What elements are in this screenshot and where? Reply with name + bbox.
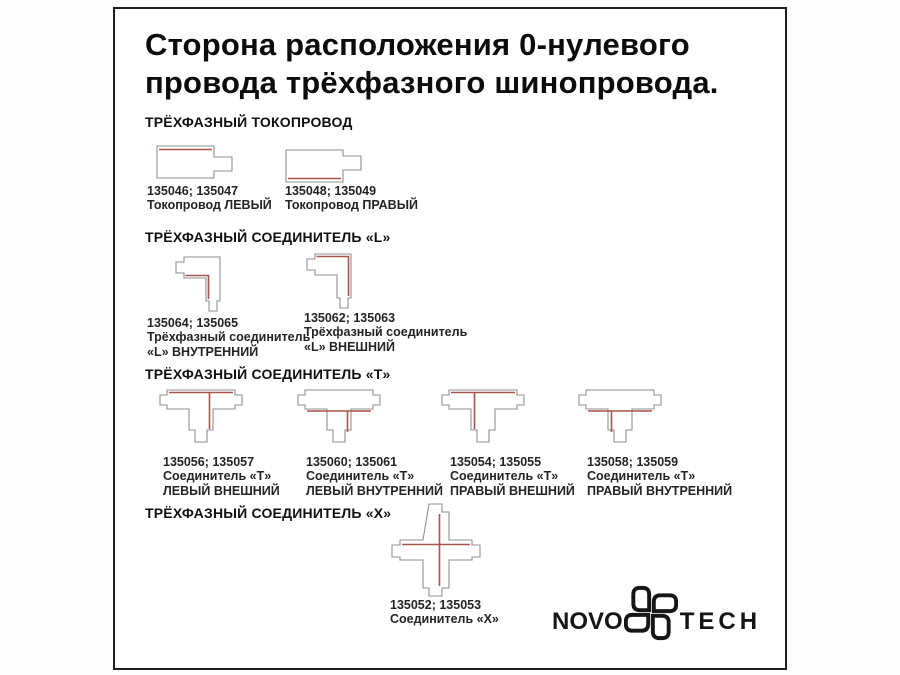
section-header-x-connector: ТРЁХФАЗНЫЙ СОЕДИНИТЕЛЬ «Х»	[145, 505, 392, 521]
product-name: Соединитель «Т»	[587, 469, 696, 484]
connector-outline	[157, 146, 232, 178]
item-label	[390, 598, 499, 627]
diagram-t-left-outer	[159, 388, 243, 444]
product-name: ЛЕВЫЙ ВНЕШНИЙ	[163, 483, 280, 498]
page-title-line1: Сторона расположения 0-нулевого	[145, 27, 690, 62]
neutral-wire-line	[186, 276, 209, 300]
product-codes: 135054; 135055	[450, 455, 542, 469]
connector-outline	[392, 504, 480, 596]
product-name: Соединитель «Х»	[390, 612, 499, 627]
product-name: Соединитель «Т»	[163, 469, 272, 484]
connector-outline	[286, 150, 361, 182]
product-name: ПРАВЫЙ ВНУТРЕННИЙ	[587, 483, 733, 498]
product-name: Токопровод ЛЕВЫЙ	[147, 198, 272, 213]
product-codes: 135062; 135063	[304, 311, 396, 325]
product-codes: 135048; 135049	[285, 184, 377, 198]
connector-outline	[298, 390, 380, 442]
logo-text-tech: TECH	[679, 608, 762, 635]
item-label	[587, 455, 732, 498]
page-title-line2: провода трёхфазного шинопровода.	[145, 65, 719, 100]
product-name: Трёхфазный соединитель	[304, 325, 468, 340]
diagram-tokoprovod-left	[155, 142, 235, 182]
diagram-t-right-outer	[441, 388, 525, 444]
item-label	[147, 184, 272, 213]
product-name: ПРАВЫЙ ВНЕШНИЙ	[450, 483, 575, 498]
item-label	[304, 311, 467, 354]
item-label	[450, 455, 575, 498]
connector-outline	[176, 257, 220, 311]
product-codes: 135060; 135061	[306, 455, 398, 469]
section-header-t-connector: ТРЁХФАЗНЫЙ СОЕДИНИТЕЛЬ «Т»	[145, 366, 391, 382]
diagram-tokoprovod-right	[284, 146, 364, 186]
product-name: Соединитель «Т»	[450, 469, 559, 484]
diagram-l-inner	[172, 255, 222, 313]
item-label	[306, 455, 443, 498]
item-label	[147, 316, 310, 359]
item-label	[163, 455, 280, 498]
product-name: Соединитель «Т»	[306, 469, 415, 484]
logo-text-novo: NOVO	[552, 608, 623, 635]
novotech-logo	[552, 579, 761, 643]
product-name: Трёхфазный соединитель	[147, 330, 311, 345]
product-codes: 135056; 135057	[163, 455, 255, 469]
section-header-tokoprovod: ТРЁХФАЗНЫЙ ТОКОПРОВОД	[145, 114, 353, 130]
product-codes: 135046; 135047	[147, 184, 239, 198]
product-codes: 135064; 135065	[147, 316, 239, 330]
diagram-x-connector	[390, 502, 482, 598]
connector-outline	[579, 390, 661, 442]
section-header-l-connector: ТРЁХФАЗНЫЙ СОЕДИНИТЕЛЬ «L»	[145, 229, 391, 245]
connector-outline	[307, 254, 351, 308]
page-title	[145, 26, 719, 102]
connector-outline	[442, 390, 524, 442]
product-codes: 135058; 135059	[587, 455, 679, 469]
product-name: «L» ВНУТРЕННИЙ	[147, 344, 259, 359]
neutral-wire-line	[317, 257, 349, 297]
connector-outline	[160, 390, 242, 442]
product-codes: 135052; 135053	[390, 598, 482, 612]
diagram-l-outer	[303, 252, 353, 310]
diagram-t-left-inner	[297, 388, 381, 444]
product-name: Токопровод ПРАВЫЙ	[285, 198, 418, 213]
diagram-t-right-inner	[578, 388, 662, 444]
novotech-flower-icon	[624, 583, 678, 643]
item-label	[285, 184, 418, 213]
product-name: «L» ВНЕШНИЙ	[304, 339, 395, 354]
product-name: ЛЕВЫЙ ВНУТРЕННИЙ	[306, 483, 443, 498]
